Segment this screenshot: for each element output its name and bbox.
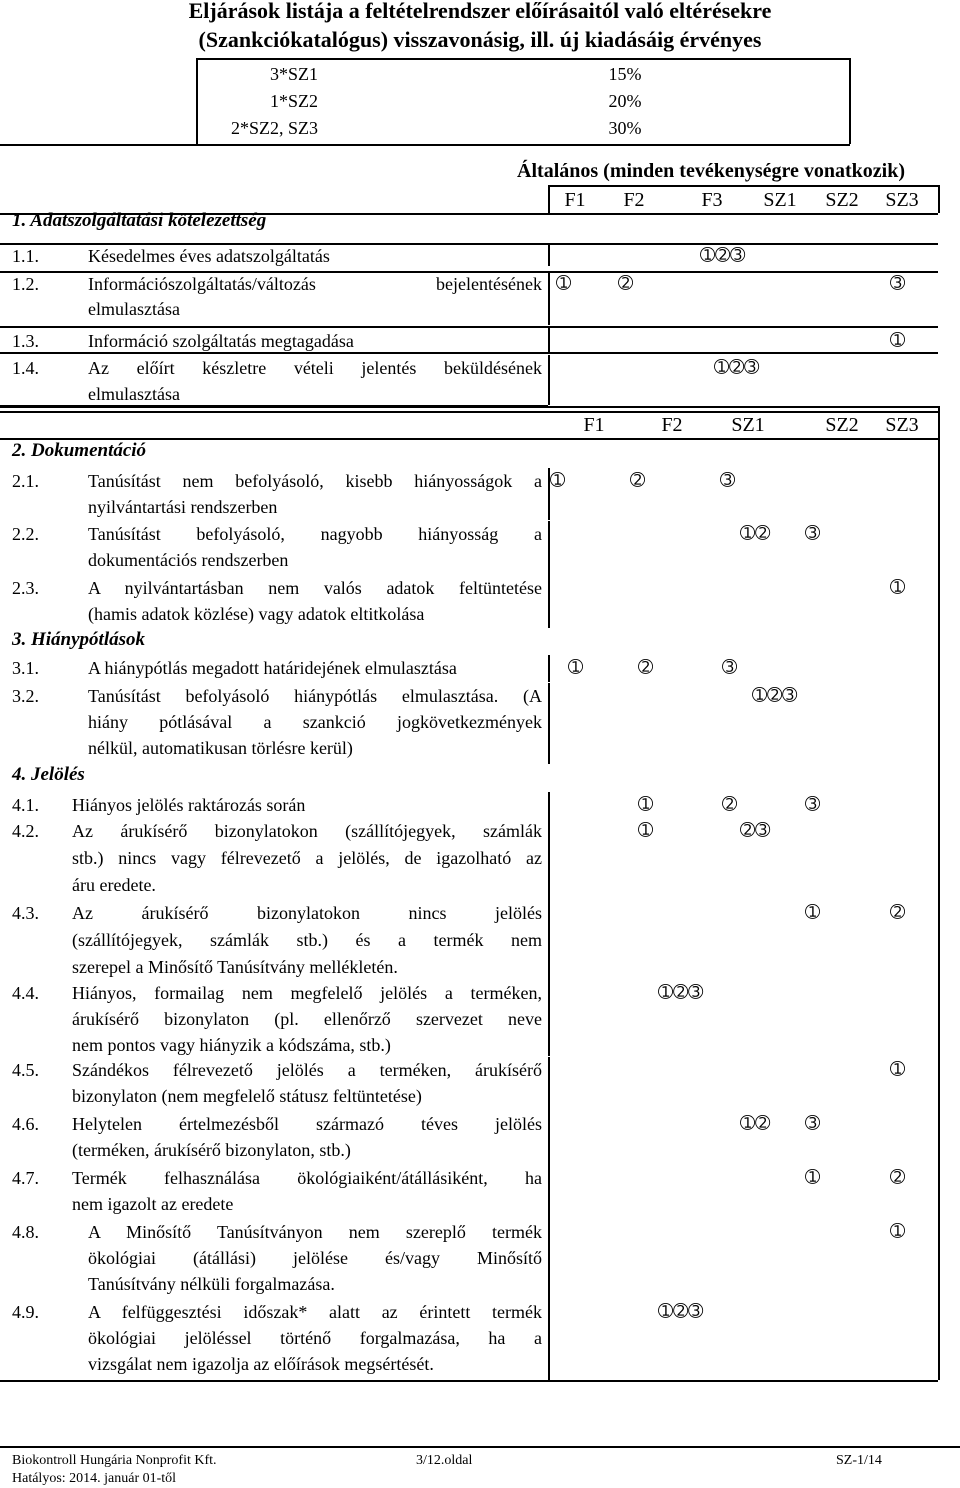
- row-rule: [0, 406, 938, 408]
- row-divider-vertical: [548, 271, 550, 325]
- row-description: vizsgálat nem igazolja az előírások megsértését.: [88, 1354, 434, 1374]
- header2-top: [0, 411, 938, 413]
- penalty-mark-icon: ➀➁➂: [714, 357, 760, 378]
- row-rule: [0, 1380, 548, 1382]
- row-divider-vertical: [548, 655, 550, 682]
- column-header: SZ3: [885, 414, 919, 436]
- row-description: A hiánypótlás megadott határidejének elmulasztása: [88, 658, 457, 678]
- rate-value: 20%: [608, 91, 642, 111]
- row-number: 4.3.: [12, 903, 39, 923]
- category-heading: 1. Adatszolgáltatási kötelezettség: [12, 210, 267, 231]
- row-description: Az árukísérő bizonylatokon nincs jelölés: [72, 903, 542, 923]
- row-number: 4.5.: [12, 1060, 39, 1080]
- section-title: Általános (minden tevékenységre vonatkozik): [517, 160, 905, 182]
- row-description: Szándékos félrevezető jelölés a terméken, árukísérő: [72, 1060, 542, 1080]
- penalty-mark-icon: ➀➁: [740, 523, 771, 544]
- penalty-mark-icon: ➀: [890, 1059, 906, 1080]
- rate-label: 2*SZ2, SZ3: [230, 118, 318, 138]
- row-number: 1.2.: [12, 274, 39, 294]
- row-description: áru eredete.: [72, 875, 156, 895]
- row-description: szerepel a Minősítő Tanúsítvány mellékletén.: [72, 957, 398, 977]
- rate-value: 30%: [608, 118, 642, 138]
- row-divider-vertical: [548, 243, 550, 266]
- column-header: F3: [701, 189, 723, 211]
- row-description: nem igazolt az eredete: [72, 1194, 234, 1214]
- header-right: [938, 185, 940, 213]
- footer-page-number: 3/12.oldal: [416, 1453, 473, 1468]
- penalty-mark-icon: ➀➁➂: [658, 1301, 704, 1322]
- penalty-mark-icon: ➀➁➂: [752, 685, 798, 706]
- penalty-mark-icon: ➀: [805, 1167, 821, 1188]
- row-divider-vertical: [548, 1165, 550, 1219]
- row-description: bizonylaton (nem megfelelő státusz feltüntetése): [72, 1086, 422, 1106]
- penalty-mark-icon: ➁: [630, 470, 646, 491]
- column-header: SZ2: [825, 414, 859, 436]
- penalty-mark-icon: ➂: [805, 794, 821, 815]
- column-header: F2: [661, 414, 683, 436]
- row-number: 3.2.: [12, 686, 39, 706]
- row-rule: [0, 271, 938, 273]
- header-top: [548, 185, 938, 187]
- column-header: F2: [623, 189, 645, 211]
- penalty-mark-icon: ➀: [890, 577, 906, 598]
- penalty-mark-icon: ➁: [722, 794, 738, 815]
- column-header: SZ1: [763, 189, 797, 211]
- row-number: 2.1.: [12, 471, 39, 491]
- penalty-mark-icon: ➁: [618, 273, 634, 294]
- row-divider-vertical: [548, 900, 550, 980]
- row-divider-vertical: [548, 575, 550, 628]
- row-description: ökológiai jelöléssel történő forgalmazása, ha a: [88, 1328, 542, 1348]
- penalty-mark-icon: ➀: [890, 330, 906, 351]
- footer-document-code: SZ-1/14: [836, 1453, 882, 1468]
- row-description: A nyilvántartásban nem valós adatok feltüntetése: [88, 578, 542, 598]
- row-number: 4.8.: [12, 1222, 39, 1242]
- penalty-mark-icon: ➁: [638, 657, 654, 678]
- footer-rule: [0, 1446, 960, 1448]
- category-heading: 4. Jelölés: [12, 764, 85, 785]
- row-description: A Minősítő Tanúsítványon nem szereplő termék: [88, 1222, 542, 1242]
- row-divider-vertical: [548, 1299, 550, 1380]
- row-description: Tanúsítást befolyásoló, nagyobb hiányosság a: [88, 524, 542, 544]
- rate-value: 15%: [608, 64, 642, 84]
- row-number: 4.2.: [12, 821, 39, 841]
- row-description: (terméken, árukísérő bizonylaton, stb.): [72, 1140, 351, 1160]
- row-divider-vertical: [548, 328, 550, 352]
- rates-box-bottom-left: [0, 144, 850, 146]
- header-left: [548, 185, 550, 213]
- rates-box-right: [849, 58, 851, 144]
- penalty-mark-icon: ➀➁: [740, 1113, 771, 1134]
- row-divider-vertical: [548, 683, 550, 764]
- penalty-mark-icon: ➁➂: [740, 820, 771, 841]
- penalty-mark-icon: ➀: [556, 273, 572, 294]
- row-number: 1.4.: [12, 358, 39, 378]
- row-divider-vertical: [548, 1219, 550, 1299]
- row-number: 4.6.: [12, 1114, 39, 1134]
- row-description: Termék felhasználása ökológiaiként/átállásiként, ha: [72, 1168, 542, 1188]
- row-divider-vertical: [548, 792, 550, 818]
- row-number: 4.7.: [12, 1168, 39, 1188]
- rate-label: 3*SZ1: [269, 64, 318, 84]
- row-number: 2.2.: [12, 524, 39, 544]
- row-description: Az árukísérő bizonylatokon (szállítójegyek, számlák: [72, 821, 542, 841]
- row-description: Tanúsítvány nélküli forgalmazása.: [88, 1274, 335, 1294]
- penalty-mark-icon: ➀: [890, 1221, 906, 1242]
- category-heading: 2. Dokumentáció: [12, 440, 147, 461]
- row-description: Késedelmes éves adatszolgáltatás: [88, 246, 330, 266]
- penalty-mark-icon: ➂: [805, 523, 821, 544]
- category-heading: 3. Hiánypótlások: [12, 629, 146, 650]
- row-rule: [0, 352, 938, 354]
- penalty-mark-icon: ➂: [890, 273, 906, 294]
- row-description: elmulasztása: [88, 299, 180, 319]
- row-description: elmulasztása: [88, 384, 180, 404]
- column-header: F1: [564, 189, 586, 211]
- document-title-line: (Szankciókatalógus) visszavonásig, ill. új kiadásáig érvényes: [198, 27, 762, 52]
- rate-label: 1*SZ2: [269, 91, 318, 111]
- row-number: 1.1.: [12, 246, 39, 266]
- penalty-mark-icon: ➂: [805, 1113, 821, 1134]
- table-right: [938, 406, 940, 1380]
- column-header: SZ1: [731, 414, 765, 436]
- row-number: 3.1.: [12, 658, 39, 678]
- row-number: 1.3.: [12, 331, 39, 351]
- column-header: SZ2: [825, 189, 859, 211]
- penalty-mark-icon: ➀: [638, 794, 654, 815]
- row-number: 4.1.: [12, 795, 39, 815]
- penalty-mark-icon: ➀: [550, 470, 566, 491]
- row-divider-vertical: [548, 818, 550, 900]
- row-description: nem pontos vagy hiányzik a kódszáma, stb.): [72, 1035, 391, 1055]
- row-divider-vertical: [548, 521, 550, 575]
- row-description: Információszolgáltatás/változás bejelentésének: [88, 274, 542, 294]
- row-description: Helytelen értelmezésből származó téves jelölés: [72, 1114, 542, 1134]
- penalty-mark-icon: ➂: [720, 470, 736, 491]
- penalty-mark-icon: ➀: [638, 820, 654, 841]
- rates-box-top: [196, 58, 850, 60]
- row-divider-vertical: [548, 355, 550, 405]
- row-description: Az előírt készletre vételi jelentés beküldésének: [88, 358, 542, 378]
- row-description: árukísérő bizonylaton (pl. ellenőrző szervezet neve: [72, 1009, 542, 1029]
- column-header: F1: [583, 414, 605, 436]
- row-description: ökológiai (átállási) jelölése és/vagy Minősítő: [88, 1248, 542, 1268]
- row-description: stb.) nincs vagy félrevezető a jelölés, de igazolható az: [72, 848, 542, 868]
- row-description: Hiányos, formailag nem megfelelő jelölés a terméken,: [72, 983, 542, 1003]
- penalty-mark-icon: ➁: [890, 902, 906, 923]
- row-description: (szállítójegyek, számlák stb.) és a termék nem: [72, 930, 542, 950]
- row-rule: [0, 326, 938, 328]
- row-description: nyilvántartási rendszerben: [88, 497, 278, 517]
- row-number: 2.3.: [12, 578, 39, 598]
- row-divider-vertical: [548, 468, 550, 520]
- row-description: Tanúsítást befolyásoló hiánypótlás elmulasztása. (A: [88, 686, 542, 706]
- row-description: nélkül, automatikusan törlésre kerül): [88, 738, 353, 758]
- penalty-mark-icon: ➂: [722, 657, 738, 678]
- row-number: 4.4.: [12, 983, 39, 1003]
- row-divider-vertical: [548, 1111, 550, 1165]
- penalty-mark-icon: ➀: [805, 902, 821, 923]
- row-number: 4.9.: [12, 1302, 39, 1322]
- row-description: (hamis adatok közlése) vagy adatok eltitkolása: [88, 604, 425, 624]
- row-divider-vertical: [548, 980, 550, 1056]
- footer-validity: Hatályos: 2014. január 01-től: [12, 1471, 177, 1486]
- penalty-mark-icon: ➀➁➂: [658, 982, 704, 1003]
- document-title-line: Eljárások listája a feltételrendszer előírásaitól való eltérésekre: [188, 0, 772, 23]
- row-description: Tanúsítást nem befolyásoló, kisebb hiányosságok a: [88, 471, 542, 491]
- row-description: dokumentációs rendszerben: [88, 550, 289, 570]
- footer-organization: Biokontroll Hungária Nonprofit Kft.: [12, 1453, 217, 1468]
- row-description: A felfüggesztési időszak* alatt az érintett termék: [88, 1302, 542, 1322]
- row-rule: [0, 243, 938, 245]
- penalty-mark-icon: ➁: [890, 1167, 906, 1188]
- penalty-mark-icon: ➀➁➂: [700, 245, 746, 266]
- column-header: SZ3: [885, 189, 919, 211]
- row-description: Információ szolgáltatás megtagadása: [88, 331, 354, 351]
- row-description: hiány pótlásával a szankció jogkövetkezmények: [88, 712, 542, 732]
- row-description: Hiányos jelölés raktározás során: [72, 795, 306, 815]
- row-divider-vertical: [548, 1057, 550, 1111]
- penalty-mark-icon: ➀: [568, 657, 584, 678]
